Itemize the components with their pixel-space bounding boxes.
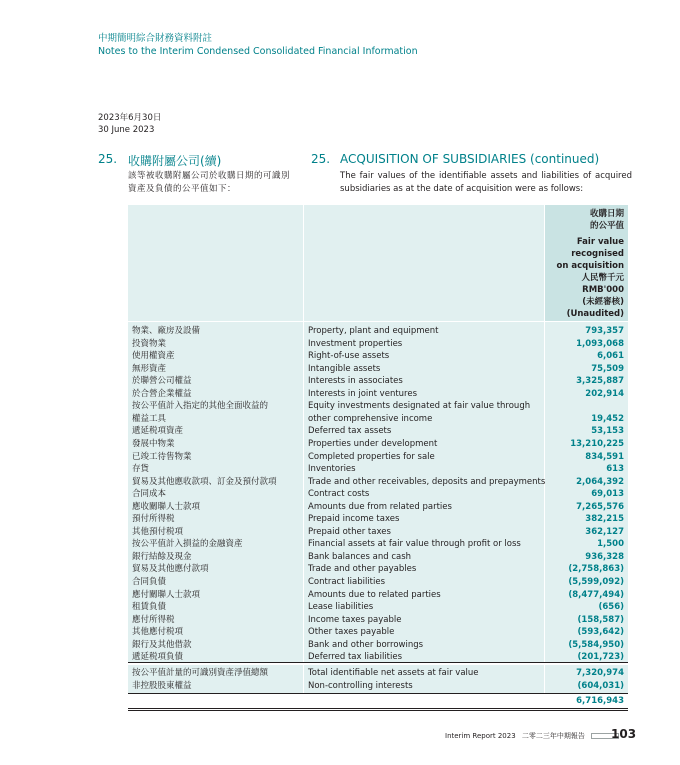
grand-total-value: 6,716,943 bbox=[576, 696, 624, 706]
total-label-en: Total identifiable net assets at fair value bbox=[308, 668, 479, 678]
table-value: 69,013 bbox=[591, 489, 624, 500]
fair-value-table bbox=[128, 205, 628, 710]
table-label-zh: 存貨 bbox=[132, 464, 150, 475]
rule-subtotal bbox=[128, 662, 628, 663]
table-value: 834,591 bbox=[585, 451, 624, 462]
table-label-zh: 貿易及其他應收款項、訂金及預付款項 bbox=[132, 476, 277, 487]
table-label-en: Property, plant and equipment bbox=[308, 326, 439, 336]
col-header-unit-zh: 人民幣千元 bbox=[581, 273, 624, 283]
table-value: 2,064,392 bbox=[576, 476, 624, 487]
rule-double-2 bbox=[128, 710, 628, 711]
col-header-en-1: Fair value bbox=[576, 237, 624, 247]
table-value: (656) bbox=[598, 602, 624, 613]
table-value: 75,509 bbox=[591, 363, 624, 374]
table-value: 53,153 bbox=[591, 426, 624, 437]
footer-report-en: Interim Report 2023 bbox=[445, 732, 516, 740]
table-label-en: Investment properties bbox=[308, 338, 403, 349]
table-label-en: Prepaid income taxes bbox=[308, 514, 400, 525]
table-label-zh: 於聯營公司權益 bbox=[132, 376, 192, 387]
total-value: 7,320,974 bbox=[576, 668, 624, 678]
table-row bbox=[128, 501, 628, 514]
table-value: (201,723) bbox=[577, 652, 624, 663]
table-label-en: Bank balances and cash bbox=[308, 551, 412, 562]
table-value: (5,584,950) bbox=[568, 639, 624, 650]
rule-total bbox=[128, 693, 628, 694]
table-label-en: Trade and other receivables, deposits and prepayments bbox=[308, 476, 546, 487]
header-divider-1 bbox=[303, 205, 304, 321]
table-row bbox=[128, 614, 628, 627]
table-row bbox=[128, 388, 628, 401]
date-block bbox=[98, 112, 161, 136]
table-row bbox=[128, 425, 628, 438]
table-label-zh: 應付所得税 bbox=[132, 614, 175, 625]
table-row bbox=[128, 375, 628, 388]
table-label-en: Trade and other payables bbox=[308, 564, 417, 575]
table-label-en: Deferred tax assets bbox=[308, 426, 392, 437]
section-number-en: 25. bbox=[311, 152, 331, 166]
table-label-zh: 租賃負債 bbox=[132, 602, 167, 613]
table-row bbox=[128, 400, 628, 413]
section-subtitle-zh bbox=[128, 170, 303, 196]
table-row bbox=[128, 476, 628, 489]
total-value: (604,031) bbox=[577, 680, 624, 691]
table-label-en: Intangible assets bbox=[308, 363, 381, 374]
table-row bbox=[128, 451, 628, 464]
table-row bbox=[128, 563, 628, 576]
table-label-zh: 按公平值計入指定的其他全面收益的 bbox=[132, 401, 269, 412]
table-label-zh: 已竣工待售物業 bbox=[132, 451, 192, 462]
subtitle-zh-line2: 資產及負債的公平值如下： bbox=[128, 184, 237, 194]
table-label-en: Interests in associates bbox=[308, 376, 403, 387]
table-label-zh: 物業、廠房及設備 bbox=[132, 326, 201, 336]
table-label-zh: 應收關聯人士款項 bbox=[132, 501, 201, 512]
table-value: (8,477,494) bbox=[568, 589, 624, 600]
table-label-zh: 銀行及其他借款 bbox=[132, 639, 192, 650]
table-row bbox=[128, 338, 628, 351]
table-row bbox=[128, 350, 628, 363]
total-row bbox=[128, 680, 628, 693]
table-value: 382,215 bbox=[585, 514, 624, 525]
table-row bbox=[128, 413, 628, 426]
subtitle-zh-line1: 該等被收購附屬公司於收購日期的可識別 bbox=[128, 171, 291, 181]
table-label-en: Contract liabilities bbox=[308, 577, 386, 587]
col-header-en-2: recognised bbox=[571, 249, 624, 259]
table-value: 936,328 bbox=[585, 551, 624, 562]
date-zh: 2023年6月30日 bbox=[98, 113, 162, 123]
table-label-zh: 使用權資產 bbox=[132, 351, 175, 362]
table-row bbox=[128, 325, 628, 338]
total-label-en: Non-controlling interests bbox=[308, 680, 413, 691]
col-header-unit-en: RMB'000 bbox=[582, 285, 624, 295]
table-value: 613 bbox=[606, 464, 624, 475]
table-value: 19,452 bbox=[591, 413, 624, 424]
table-row bbox=[128, 589, 628, 602]
table-row bbox=[128, 576, 628, 589]
table-label-zh: 銀行結餘及現金 bbox=[132, 551, 192, 562]
date-en: 30 June 2023 bbox=[98, 125, 155, 135]
section-subtitle-en: The fair values of the identifiable assets and liabilities of acquired subsidiaries as at the date of acquisition were as follows: bbox=[340, 171, 632, 194]
section-title-en: ACQUISITION OF SUBSIDIARIES (continued) bbox=[340, 152, 600, 166]
column-header bbox=[545, 208, 624, 320]
table-label-zh: 其他預付税項 bbox=[132, 526, 184, 537]
col-header-audit-en: (Unaudited) bbox=[566, 309, 624, 319]
table-row bbox=[128, 551, 628, 564]
table-label-en: Interests in joint ventures bbox=[308, 388, 418, 399]
table-value: 7,265,576 bbox=[576, 501, 624, 512]
table-row bbox=[128, 488, 628, 501]
table-label-en: Prepaid other taxes bbox=[308, 526, 391, 537]
table-row bbox=[128, 601, 628, 614]
table-label-en: Deferred tax liabilities bbox=[308, 652, 403, 663]
table-label-en: Contract costs bbox=[308, 489, 370, 500]
table-label-zh: 應付關聯人士款項 bbox=[132, 589, 201, 600]
col-header-en-3: on acquisition bbox=[556, 261, 624, 271]
table-label-en: Equity investments designated at fair value through bbox=[308, 401, 531, 412]
table-row bbox=[128, 363, 628, 376]
table-label-en: Amounts due from related parties bbox=[308, 501, 452, 512]
total-row bbox=[128, 667, 628, 680]
table-label-en: Inventories bbox=[308, 464, 356, 475]
page-footer bbox=[445, 730, 625, 742]
table-label-en: Right-of-use assets bbox=[308, 351, 390, 362]
table-label-zh: 合同成本 bbox=[132, 489, 167, 500]
table-label-zh: 遞延税項資產 bbox=[132, 426, 184, 437]
table-label-zh: 貿易及其他應付款項 bbox=[132, 564, 209, 575]
table-label-zh: 預付所得税 bbox=[132, 514, 175, 525]
table-row bbox=[128, 463, 628, 476]
table-label-en: Amounts due to related parties bbox=[308, 589, 441, 600]
table-label-zh: 合同負債 bbox=[132, 577, 167, 587]
col-header-zh-2: 的公平值 bbox=[589, 221, 624, 231]
page-header bbox=[98, 32, 418, 58]
table-value: 6,061 bbox=[597, 351, 624, 362]
footer-report-zh: 二零二三年中期報告 bbox=[521, 732, 585, 740]
table-label-zh: 發展中物業 bbox=[132, 438, 175, 449]
col-header-audit-zh: (未經審核) bbox=[582, 297, 624, 307]
table-label-en: Completed properties for sale bbox=[308, 451, 435, 462]
table-row bbox=[128, 639, 628, 652]
table-value: 13,210,225 bbox=[570, 438, 624, 449]
page-number: 103 bbox=[611, 727, 637, 741]
table-label-en: Other taxes payable bbox=[308, 627, 395, 638]
table-value: 1,093,068 bbox=[576, 338, 624, 349]
total-label-zh: 按公平值計量的可識別資產淨值總額 bbox=[132, 668, 269, 678]
table-label-en: other comprehensive income bbox=[308, 413, 433, 424]
table-label-en: Lease liabilities bbox=[308, 602, 374, 613]
table-label-zh: 於合營企業權益 bbox=[132, 388, 192, 399]
table-row bbox=[128, 438, 628, 451]
table-value: 1,500 bbox=[597, 539, 624, 550]
table-value: 3,325,887 bbox=[576, 376, 624, 387]
table-label-zh: 按公平值計入損益的金融資產 bbox=[132, 539, 243, 550]
col-header-zh-1: 收購日期 bbox=[589, 209, 624, 219]
table-value: (158,587) bbox=[577, 614, 624, 625]
table-value: (5,599,092) bbox=[568, 577, 624, 587]
table-value: (593,642) bbox=[577, 627, 624, 638]
table-value: 202,914 bbox=[585, 388, 624, 399]
header-title-zh: 中期簡明綜合財務資料附註 bbox=[98, 33, 213, 44]
table-label-zh: 投資物業 bbox=[132, 338, 167, 349]
table-value: (2,758,863) bbox=[568, 564, 624, 575]
table-row bbox=[128, 626, 628, 639]
table-label-zh: 權益工具 bbox=[132, 413, 167, 424]
total-label-zh: 非控股股東權益 bbox=[132, 680, 192, 691]
table-row bbox=[128, 526, 628, 539]
rule-double-1 bbox=[128, 708, 628, 709]
table-label-en: Bank and other borrowings bbox=[308, 639, 424, 650]
table-label-en: Income taxes payable bbox=[308, 614, 402, 625]
table-label-zh: 其他應付税項 bbox=[132, 627, 184, 638]
table-value: 793,357 bbox=[585, 326, 624, 336]
table-label-en: Financial assets at fair value through profit or loss bbox=[308, 539, 521, 550]
table-label-en: Properties under development bbox=[308, 438, 438, 449]
grand-total-row bbox=[128, 695, 628, 708]
table-row bbox=[128, 538, 628, 551]
section-number-zh: 25. bbox=[98, 152, 118, 166]
table-row bbox=[128, 513, 628, 526]
table-label-zh: 遞延税項負債 bbox=[132, 652, 184, 663]
section-title-zh: 收購附屬公司(續) bbox=[128, 154, 222, 168]
table-value: 362,127 bbox=[585, 526, 624, 537]
header-title-en: Notes to the Interim Condensed Consolidated Financial Information bbox=[98, 46, 418, 57]
table-label-zh: 無形資產 bbox=[132, 363, 167, 374]
